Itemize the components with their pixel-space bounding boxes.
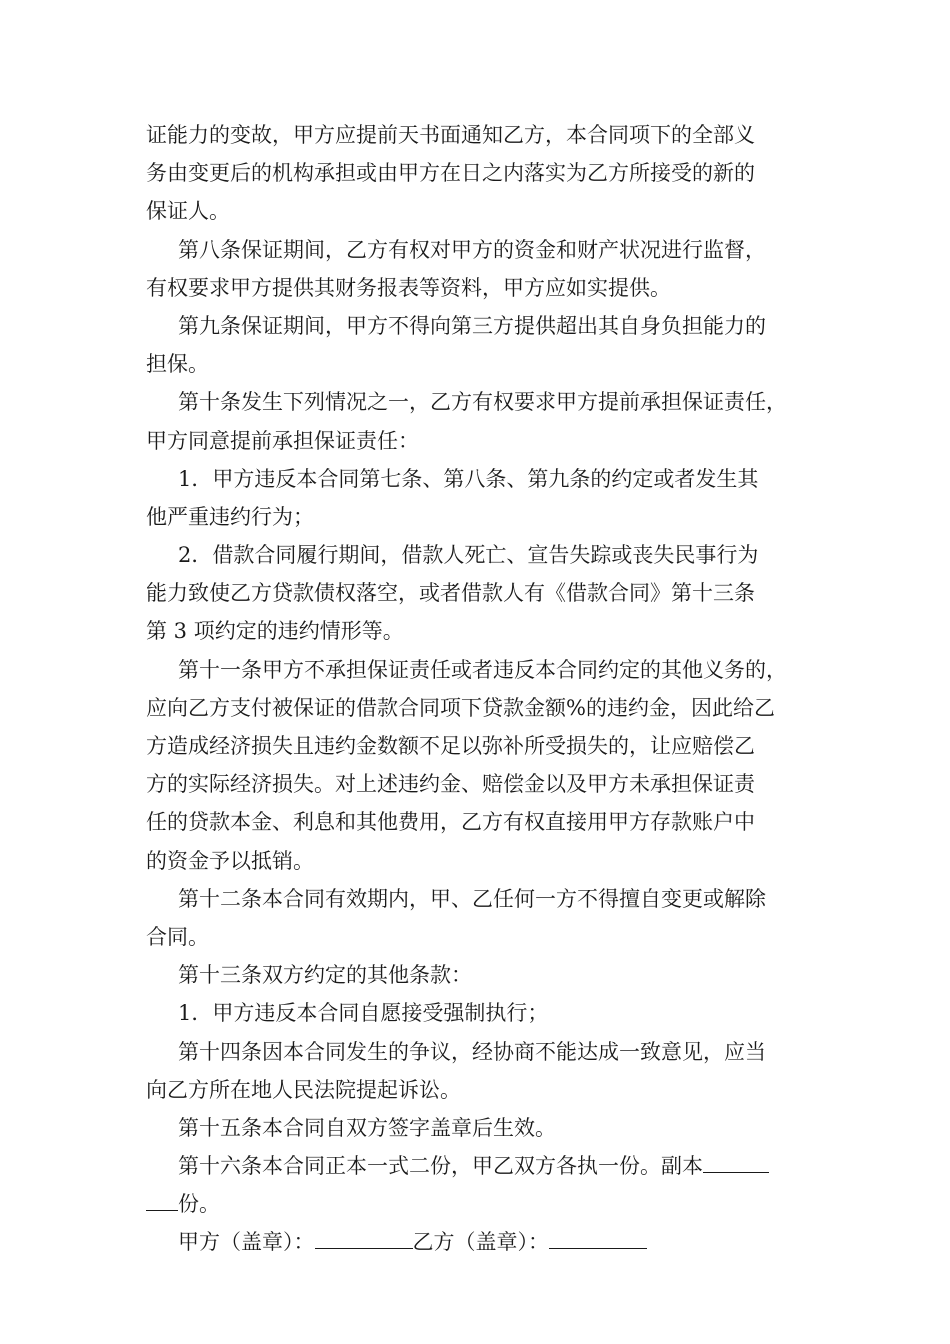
text-line: 方的实际经济损失。对上述违约金、赔偿金以及甲方未承担保证责 — [146, 772, 755, 797]
text-line: 第 3 项约定的违约情形等。 — [146, 619, 404, 644]
copies-blank-field-continued[interactable] — [146, 1188, 178, 1211]
clause-13-start: 第十三条双方约定的其他条款： — [178, 963, 472, 988]
clause-14-start: 第十四条因本合同发生的争议，经协商不能达成一致意见，应当 — [178, 1039, 766, 1064]
signature-row — [146, 1223, 818, 1261]
text-line: 向乙方所在地人民法院提起诉讼。 — [146, 1077, 461, 1102]
clause-8-start: 第八条保证期间，乙方有权对甲方的资金和财产状况进行监督， — [178, 237, 766, 262]
text-line: 应向乙方支付被保证的借款合同项下贷款金额%的违约金，因此给乙 — [146, 695, 775, 720]
clause-16-text: 第十六条本合同正本一式二份，甲乙双方各执一份。副本 — [178, 1154, 703, 1179]
text-line: 担保。 — [146, 352, 209, 377]
text-line: 任的贷款本金、利息和其他费用，乙方有权直接用甲方存款账户中 — [146, 810, 755, 835]
clause-10-item-2: 2．借款合同履行期间，借款人死亡、宣告失踪或丧失民事行为 — [178, 543, 759, 568]
text-line: 合同。 — [146, 924, 209, 949]
clause-16-end — [146, 1185, 818, 1223]
clause-16-tail: 份。 — [178, 1192, 220, 1217]
contract-body — [146, 116, 818, 1262]
text-line: 的资金予以抵销。 — [146, 848, 314, 873]
party-b-seal-field[interactable] — [549, 1226, 647, 1249]
clause-16-start — [146, 1147, 818, 1185]
party-a-seal-field[interactable] — [315, 1226, 413, 1249]
clause-12-start: 第十二条本合同有效期内，甲、乙任何一方不得擅自变更或解除 — [178, 886, 766, 911]
text-line: 有权要求甲方提供其财务报表等资料，甲方应如实提供。 — [146, 275, 671, 300]
text-line: 他严重违约行为； — [146, 504, 314, 529]
text-line: 保证人。 — [146, 199, 230, 224]
party-a-seal-label: 甲方（盖章）： — [178, 1230, 315, 1255]
party-b-seal-label: 乙方（盖章）： — [412, 1230, 549, 1255]
text-line: 证能力的变故，甲方应提前天书面通知乙方，本合同项下的全部义 — [146, 123, 755, 147]
text-line: 方造成经济损失且违约金数额不足以弥补所受损失的，让应赔偿乙 — [146, 734, 755, 758]
clause-10-item-1: 1．甲方违反本合同第七条、第八条、第九条的约定或者发生其 — [178, 466, 759, 491]
clause-13-item-1: 1．甲方违反本合同自愿接受强制执行； — [178, 1001, 549, 1026]
text-line: 能力致使乙方贷款债权落空，或者借款人有《借款合同》第十三条 — [146, 581, 755, 606]
clause-9-start: 第九条保证期间，甲方不得向第三方提供超出其自身负担能力的 — [178, 313, 766, 338]
copies-blank-field[interactable] — [703, 1150, 769, 1173]
clause-15: 第十五条本合同自双方签字盖章后生效。 — [178, 1115, 556, 1140]
text-line: 甲方同意提前承担保证责任： — [146, 428, 419, 453]
text-line: 务由变更后的机构承担或由甲方在日之内落实为乙方所接受的新的 — [146, 161, 755, 186]
clause-11-start: 第十一条甲方不承担保证责任或者违反本合同约定的其他义务的， — [178, 657, 787, 682]
clause-10-start: 第十条发生下列情况之一，乙方有权要求甲方提前承担保证责任， — [178, 390, 787, 415]
